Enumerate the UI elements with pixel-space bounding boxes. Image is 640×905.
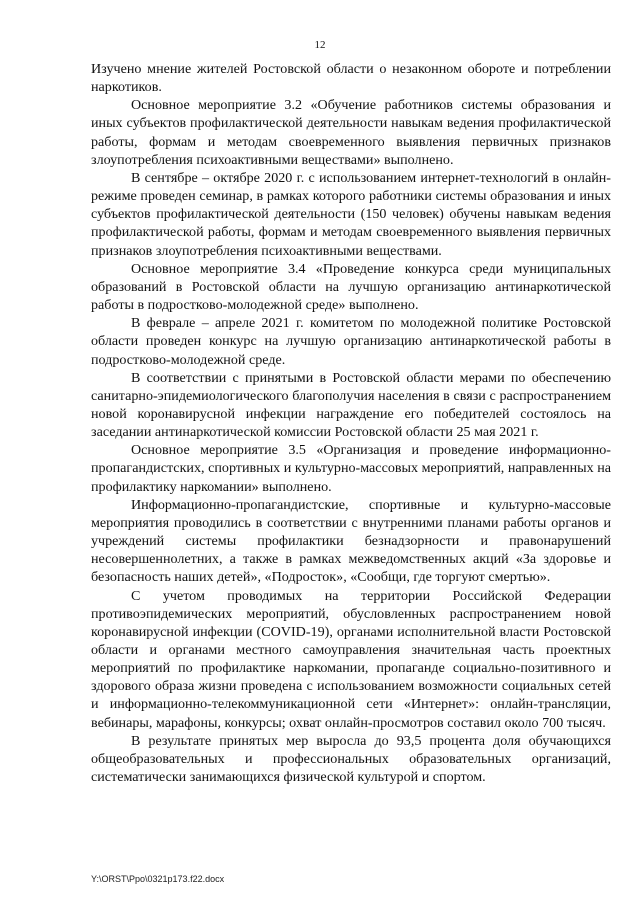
paragraph-6: В соответствии с принятыми в Ростовской области мерами по обеспечению санитарно-эпидемиологического благополучия населения в связи с распространением новой коронавирусной инфекции награждение его победителей состоялось на заседании антинаркотической комиссии Ростовской области 25 мая 2021 г. (91, 369, 611, 441)
paragraph-8: Информационно-пропагандистские, спортивные и культурно-массовые мероприятия проводились в соответствии с внутренними планами работы органов и учреждений системы профилактики безнадзорности и правонарушений несовершеннолетних, а также в рамках межведомственных акций «За здоровье и безопасность наших детей», «Подросток», «Сообщи, где торгуют смертью». (91, 496, 611, 586)
paragraph-2: Основное мероприятие 3.2 «Обучение работников системы образования и иных субъектов профилактической деятельности навыкам ведения профилактической работы, формам и методам своевременного выявления первичных признаков злоупотребления психоактивными веществами» выполнено. (91, 97, 611, 168)
paragraph-3: В сентябре – октябре 2020 г. с использованием интернет-технологий в онлайн-режиме проведен семинар, в рамках которого работники системы образования и иных субъектов профилактической деятельности (150 человек) обучены навыкам ведения профилактической работы, формам и методам своевременного выявления первичных признаков злоупотребления психоактивными веществами. (91, 169, 611, 259)
page-number: 12 (314, 39, 326, 51)
paragraph-4: Основное мероприятие 3.4 «Проведение конкурса среди муниципальных образований в Ростовской области на лучшую организацию антинаркотической работы в подростково-молодежной среде» выполнено. (91, 260, 611, 314)
footer-file-path: Y:\ORST\Ppo\0321p173.f22.docx (91, 874, 225, 884)
paragraph-7: Основное мероприятие 3.5 «Организация и проведение информационно-пропагандистских, спортивных и культурно-массовых мероприятий, направленных на профилактику наркомании» выполнено. (91, 442, 611, 495)
paragraph-9: С учетом проводимых на территории Российской Федерации противоэпидемических мероприятий, обусловленных распространением новой коронавирусной инфекции (COVID-19), органами исполнительной власти Ростовской области и органами местного самоуправления значительная часть проектных мероприятий по профилактике наркомании, пропаганде социально-позитивного и здорового образа жизни проведена с использованием возможности социальных сетей и информационно-телекоммуникационной сети «Интернет»: онлайн-трансляции, вебинары, марафоны, конкурсы; охват онлайн-просмотров составил около 700 тысяч. (91, 587, 611, 731)
paragraph-5: В феврале – апреле 2021 г. комитетом по молодежной политике Ростовской области проведен конкурс на лучшую организацию антинаркотической работы в подростково-молодежной среде. (91, 315, 611, 368)
paragraph-10: В результате принятых мер выросла до 93,5 процента доля обучающихся общеобразовательных и профессиональных образовательных организаций, систематически занимающихся физической культурой и спортом. (91, 732, 611, 786)
paragraph-1: Изучено мнение жителей Ростовской области о незаконном обороте и потреблении наркотиков. (91, 61, 611, 96)
document-body (91, 60, 611, 786)
